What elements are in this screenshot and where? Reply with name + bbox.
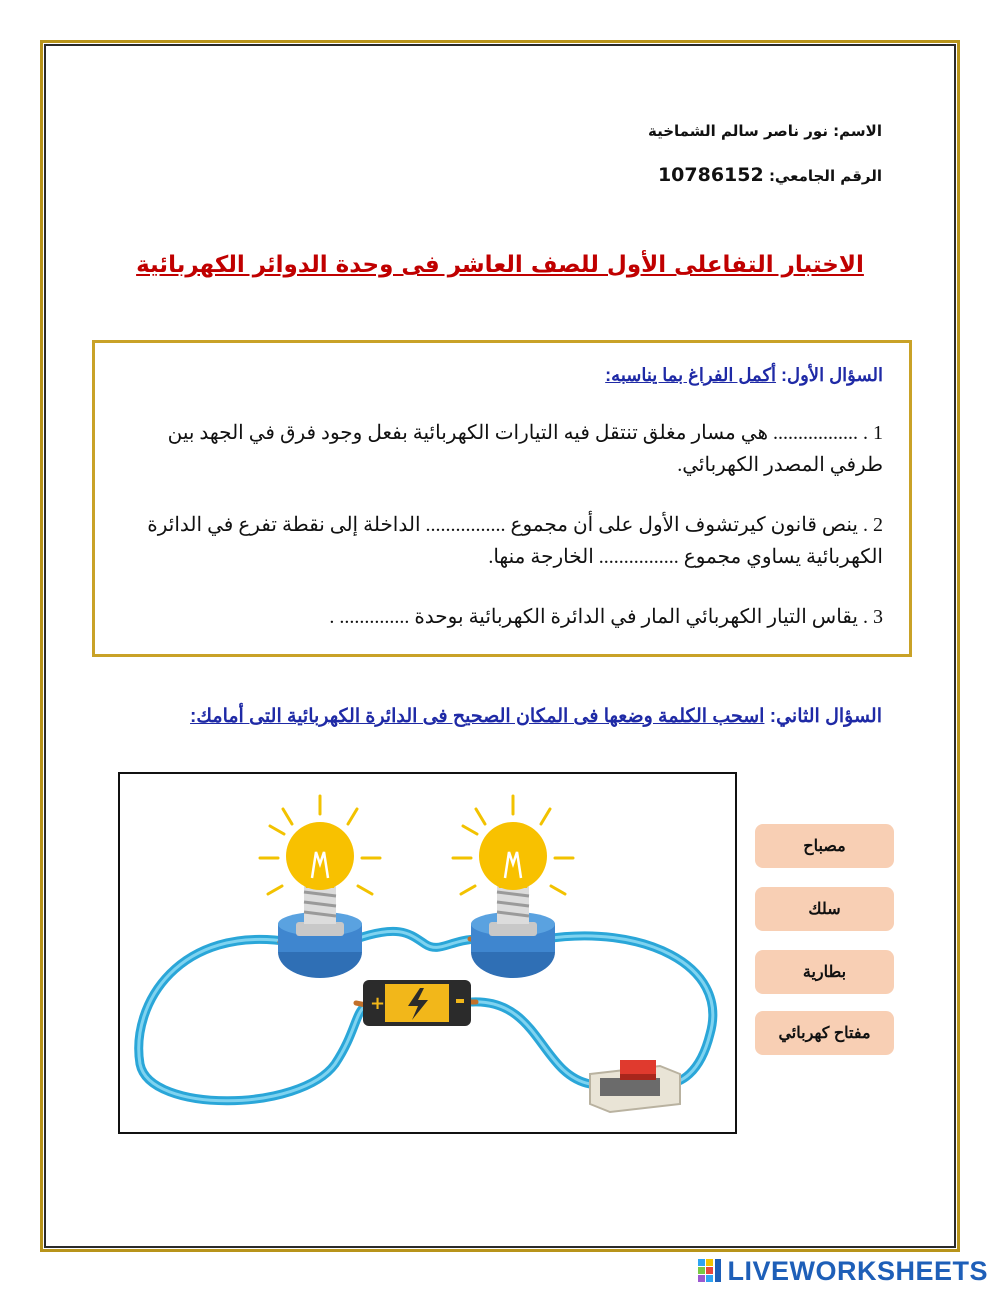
word-chip-lamp[interactable]: مصباح [755,824,894,868]
question-2-label: السؤال الثاني: [769,706,882,727]
liveworksheets-brand [697,1254,988,1288]
student-name: الاسم: نور ناصر سالم الشماخية [647,122,882,140]
liveworksheets-logo-icon [697,1258,723,1284]
battery[interactable] [363,980,471,1026]
liveworksheets-wordmark: LIVEWORKSHEETS [727,1255,988,1286]
bulb-right[interactable] [453,796,573,978]
student-id-value: 10786152 [657,164,764,186]
question-1-item-3[interactable]: 3 . يقاس التيار الكهربائي المار في الدائرة الكهربائية بوحدة .............. . [329,606,883,628]
question-1-heading [605,365,883,386]
word-chip-switch[interactable]: مفتاح كهربائي [755,1011,894,1055]
question-2-instruction: اسحب الكلمة وضعها فى المكان الصحيح فى الدائرة الكهربائية التى أمامك: [190,706,765,727]
circuit-drawing [120,774,735,1132]
question-1-label: السؤال الأول: [781,365,883,385]
student-id [658,164,882,186]
switch[interactable] [590,1060,680,1112]
worksheet-title: الاختبار التفاعلى الأول للصف العاشر فى وحدة الدوائر الكهربائية [136,252,864,278]
circuit-image [118,772,737,1134]
question-1-item-2[interactable]: 2 . ينص قانون كيرتشوف الأول على أن مجموع ................ الداخلة إلى نقطة تفرع في الدائرة الكهربائية يساوي مجموع ................ الخارجة منها. [147,514,883,568]
bulb-left[interactable] [260,796,380,978]
question-1-instruction: أكمل الفراغ بما يناسبه: [605,365,777,385]
question-2-heading [142,700,882,733]
question-1-item-1[interactable]: 1 . ................. هي مسار مغلق تنتقل فيه التيارات الكهربائية بفعل وجود فرق في الجهد بين طرفي المصدر الكهربائي. [167,422,883,476]
question-1-box [92,340,912,657]
word-chip-wire[interactable]: سلك [755,887,894,931]
svg-text:+: + [370,993,386,1014]
student-id-label: الرقم الجامعي: [768,167,882,185]
word-chip-battery[interactable]: بطارية [755,950,894,994]
